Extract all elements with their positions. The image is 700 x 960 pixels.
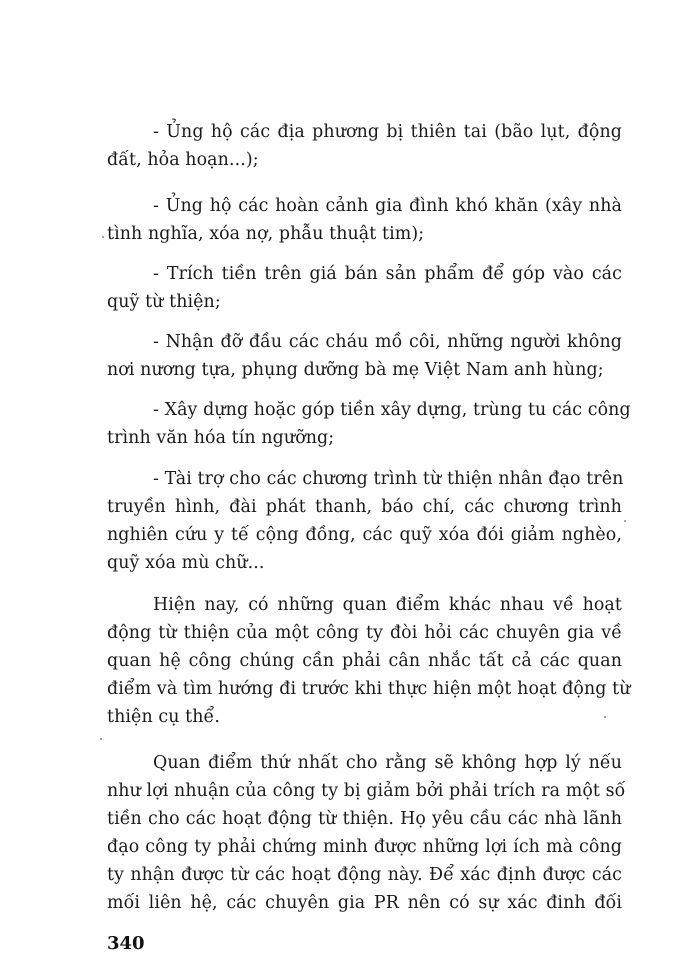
- text-line: nghiên cứu y tế cộng đồng, các quỹ xóa đói giảm nghèo,: [107, 525, 622, 545]
- text-line: Quan điểm thứ nhất cho rằng sẽ không hợp lý nếu: [153, 753, 622, 773]
- text-line: nơi nương tựa, phụng dưỡng bà mẹ Việt Nam anh hùng;: [107, 360, 604, 380]
- page-number: 340: [107, 933, 145, 954]
- text-line: quỹ từ thiện;: [107, 292, 221, 312]
- text-line: - Xây dựng hoặc góp tiền xây dựng, trùng tu các công: [153, 400, 631, 420]
- text-line: Hiện nay, có những quan điểm khác nhau về hoạt: [153, 595, 622, 615]
- scan-speck: [604, 716, 606, 718]
- text-line: quan hệ công chúng cần phải cân nhắc tất cả các quan: [107, 651, 622, 671]
- text-line: ty nhận được từ các hoạt động này. Để xác định được các: [107, 865, 622, 885]
- text-line: động từ thiện của một công ty đòi hỏi các chuyên gia về: [107, 623, 622, 643]
- text-line: - Ủng hộ các địa phương bị thiên tai (bão lụt, động: [153, 122, 622, 142]
- text-line: trình văn hóa tín ngưỡng;: [107, 428, 335, 448]
- text-line: đạo công ty phải chứng minh được những lợi ích mà công: [107, 837, 622, 857]
- text-line: - Tài trợ cho các chương trình từ thiện nhân đạo trên: [153, 469, 624, 489]
- scan-speck: [624, 520, 626, 522]
- scan-speck: [102, 236, 104, 238]
- text-line: tiền cho các hoạt động từ thiện. Họ yêu cầu các nhà lãnh: [107, 809, 622, 829]
- text-line: quỹ xóa mù chữ...: [107, 553, 265, 573]
- text-line: mối liên hệ, các chuyên gia PR nên có sự xác đinh đối: [107, 893, 622, 913]
- text-line: tình nghĩa, xóa nợ, phẫu thuật tim);: [107, 224, 425, 244]
- text-line: đất, hỏa hoạn...);: [107, 150, 259, 170]
- text-line: - Nhận đỡ đầu các cháu mồ côi, những người không: [153, 332, 622, 352]
- text-line: điểm và tìm hướng đi trước khi thực hiện một hoạt động từ: [107, 679, 631, 699]
- text-line: như lợi nhuận của công ty bị giảm bởi phải trích ra một số: [107, 781, 626, 801]
- text-line: - Ủng hộ các hoàn cảnh gia đình khó khăn (xây nhà: [153, 196, 622, 216]
- text-line: thiện cụ thể.: [107, 707, 220, 727]
- text-line: truyền hình, đài phát thanh, báo chí, các chương trình: [107, 497, 622, 517]
- text-line: - Trích tiền trên giá bán sản phẩm để góp vào các: [153, 264, 622, 284]
- scan-speck: [100, 738, 102, 740]
